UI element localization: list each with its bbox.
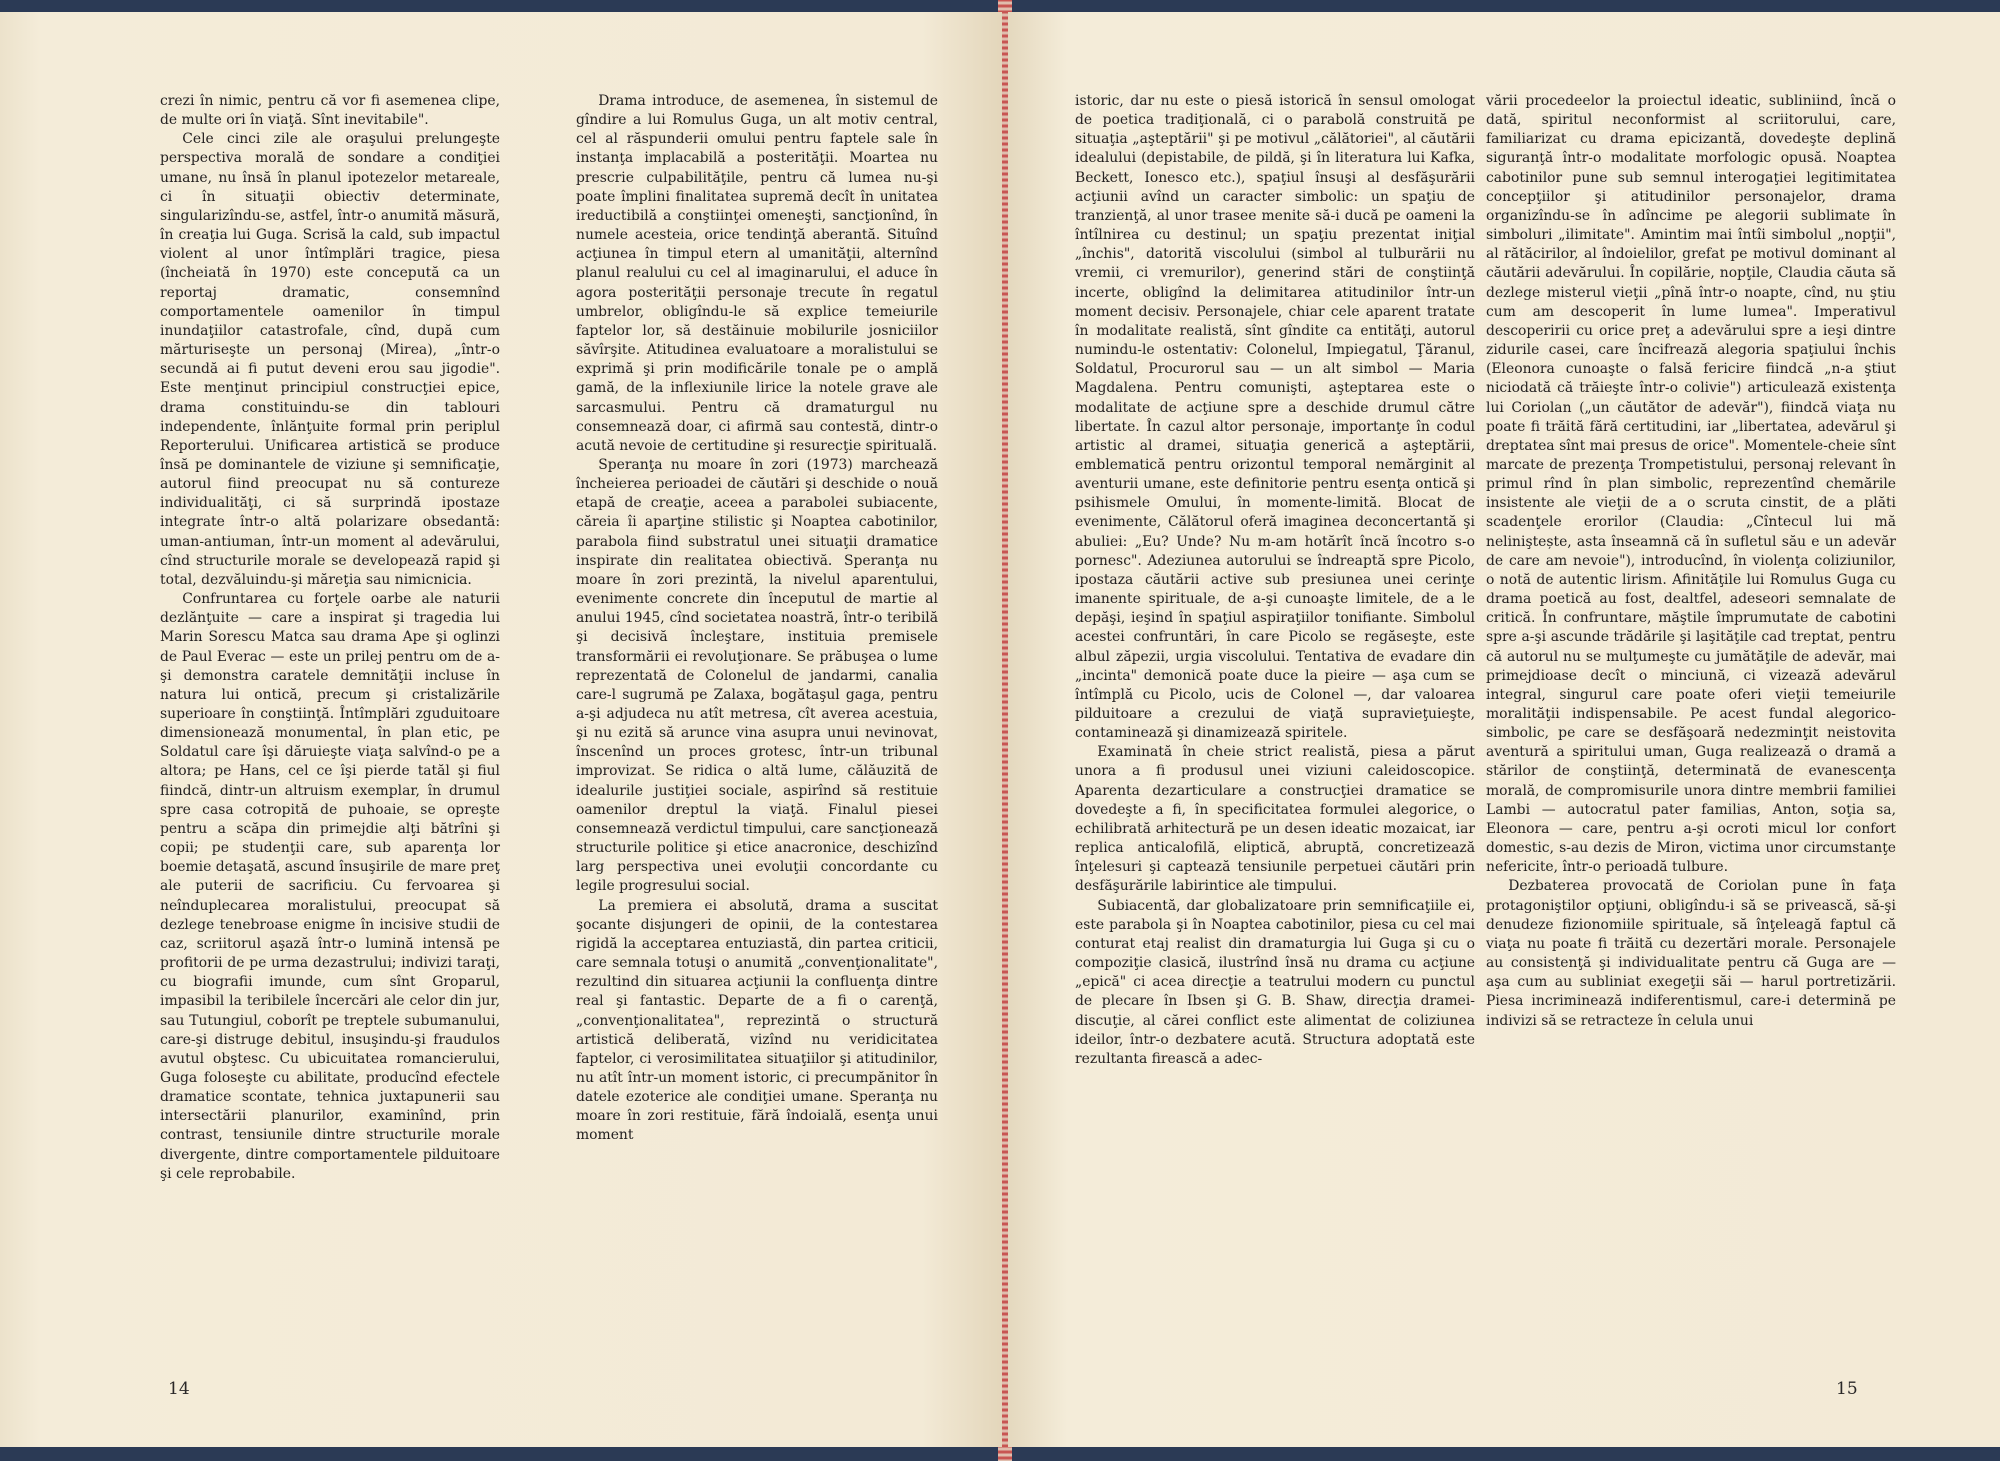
right-page [1008, 12, 2000, 1447]
page-number-left: 14 [168, 1379, 190, 1399]
left-column-1 [160, 92, 500, 1184]
paragraph: crezi în nimic, pentru că vor fi asemenea clipe, de multe ori în viaţă. Sînt inevitabile". [160, 93, 500, 129]
page-number-right: 15 [1836, 1379, 1858, 1399]
paragraph: Dezbaterea provocată de Coriolan pune în faţa protagoniştilor opţiuni, obligîndu-i să se privească, să-şi denudeze fizionomiile spirituale, să înţeleagă faptul că viaţa nu poate fi trăită cu dezertări morale. Personajele au consistenţă şi individualitate pentru că Guga are — aşa cum au subliniat exegeţii săi — harul portretizării. Piesa incriminează indiferentismul, care-i determină pe indivizi să se retracteze în celula unui [1486, 878, 1896, 1029]
paragraph: Cele cinci zile ale oraşului prelungeşte perspectiva morală de sondare a condiţiei umane, nu însă în planul ipotezelor metareale, ci în situaţii obiectiv determinate, singularizîndu-se, astfel, într-o anumită măsură, în creaţia lui Guga. Scrisă la cald, sub impactul violent al unor întîmplări tragice, piesa (încheiată în 1970) este concepută ca un reportaj dramatic, consemnînd comportamentele oamenilor în timpul inundaţiilor catastrofale, cînd, după cum mărturiseşte un personaj (Mirea), „într-o secundă ai fi putut deveni erou sau jigodie". Este menţinut principiul construcţiei epice, drama constituindu-se din tablouri independente, înlănţuite formal prin periplul Reporterului. Unificarea artistică se produce însă pe dominantele de viziune şi semnificaţie, autorul fiind preocupat nu să contureze individualităţi, ci să surprindă ipostaze integrate într-o altă polarizare obsedantă: uman-antiuman, într-un moment al adevărului, cînd structurile morale se developează rapid şi total, dezvăluindu-şi măreţia sau nimicnicia. [160, 131, 500, 588]
paragraph: Confruntarea cu forţele oarbe ale naturii dezlănţuite — care a inspirat şi tragedia lui Marin Sorescu Matca sau drama Ape şi oglinzi de Paul Everac — este un prilej pentru om de a-şi demonstra caratele demnităţii incluse în natura lui ontică, precum şi cristalizările superioare în conştiinţă. Întîmplări zguduitoare dimensionează monumental, în plan etic, pe Soldatul care îşi dăruieşte viaţa salvînd-o pe a altora; pe Hans, cel ce îşi pierde tatăl şi fiul fiindcă, dintr-un altruism exemplar, în drumul spre casa cotropită de puhoaie, se opreşte pentru a scăpa din primejdie alţi bătrîni şi copii; pe studenţii care, sub aparenţa lor boemie detaşată, ascund însuşirile de mare preţ ale puterii de sacrificiu. Cu fervoarea şi neînduplecarea moralistului, preocupat să dezlege tenebroase enigme în incisive studii de caz, scriitorul aşază într-o lumină intensă pe profitorii de pe urma dezastrului; indivizi taraţi, cu biografii imunde, cum sînt Groparul, impasibil la teribilele încercări ale celor din jur, sau Tutungiul, coborît pe treptele subumanului, care-şi distruge debitul, insuşindu-şi fraudulos avutul obştesc. Cu ubicuitatea romancierului, Guga foloseşte cu abilitate, producînd efectele dramatice scontate, tehnica juxtapunerii sau intersectării planurilor, examinînd, prin contrast, tensiunile dintre structurile morale divergente, dintre comportamentele pilduitoare şi cele reprobabile. [160, 591, 500, 1182]
left-page [0, 12, 1002, 1447]
paragraph: vării procedeelor la proiectul ideatic, subliniind, încă o dată, spiritul neconformist al scriitorului, care, familiarizat cu drama epicizantă, dovedeşte deplină siguranţă într-o modalitate morfologic opusă. Noaptea cabotinilor pune sub semnul interogaţiei legitimitatea concepţiilor şi atitudinilor personajelor, drama organizîndu-se în adîncime pe alegorii sublimate în simboluri „ilimitate". Amintim mai întîi simbolul „nopţii", al rătăcirilor, al îndoielilor, grefat pe motivul dominant al căutării adevărului. În copilărie, nopţile, Claudia căuta să dezlege misterul vieţii „pînă într-o noapte, cînd, nu ştiu cum am descoperit în lume lumea". Imperativul descoperirii cu orice preţ a adevărului spre a ieşi dintre zidurile casei, care încifrează alegoria spaţiului închis (Eleonora cunoaşte o falsă fericire fiindcă „n-a ştiut niciodată că trăieşte într-o colivie") articulează existenţa lui Coriolan („un căutător de adevăr"), fiindcă viaţa nu poate fi trăită fără certitudini, iar „libertatea, adevărul şi dreptatea sînt mai presus de orice". Momentele-cheie sînt marcate de prezenţa Trompetistului, personaj relevant în primul rînd în plan simbolic, reprezentînd chemările insistente ale vieţii de a o scruta cinstit, de a plăti scadenţele erorilor (Claudia: „Cîntecul lui mă neliniştește, asta înseamnă că în sufletul său e un adevăr de care am nevoie"), introducînd, în violenţa coliziunilor, o notă de autentic lirism. Afinităţile lui Romulus Guga cu drama poetică au fost, dealtfel, adeseori semnalate de critică. În confruntare, măştile împrumutate de cabotini spre a-şi ascunde trădările şi laşităţile cad treptat, pentru că autorul nu se mulţumeşte cu jumătăţile de adevăr, mai primejdioase decît o minciună, ci vizează adevărul integral, singurul care poate oferi vieţii temeiurile moralităţii indispensabile. Pe acest fundal alegorico-simbolic, pe care se desfăşoară nedezminţit neistovita aventură a spiritului uman, Guga realizează o dramă a stărilor de conştiinţă, determinată de evanescenţa morală, de compromisurile unora dintre membrii familiei Lambi — autocratul pater familias, Anton, soţia sa, Eleonora — care, pentru a-şi ocroti micul lor confort domestic, s-au dezis de Miron, victima unor circumstanţe nefericite, într-o perioadă tulbure. [1486, 93, 1896, 876]
right-column-1 [1075, 92, 1475, 1069]
paragraph: Speranţa nu moare în zori (1973) marchează încheierea perioadei de căutări şi deschide o nouă etapă de creaţie, aceea a parabolei subiacente, căreia îi aparţine stilistic şi Noaptea cabotinilor, parabola fiind substratul unei situaţii dramatice inspirate din realitatea obiectivă. Speranţa nu moare în zori prezintă, la nivelul aparentului, evenimente concrete din începutul de martie al anului 1945, cînd societatea noastră, într-o teribilă şi decisivă încleştare, instituia premisele transformării ei revoluţionare. Se prăbuşea o lume reprezentată de Colonelul de jandarmi, canalia care-l sugrumă pe Zalaxa, bogătaşul gaga, pentru a-şi adjudeca nu atît metresa, cît averea acestuia, şi nu ezită să arunce vina asupra unui nevinovat, înscenînd un proces grotesc, într-un tribunal improvizat. Se ridica o altă lume, călăuzită de idealurile justiţiei sociale, aspirînd să restituie oamenilor dreptul la viaţă. Finalul piesei consemnează verdictul timpului, care sancţionează structurile politice şi etice anacronice, deschizînd larg perspectiva unei evoluţii concordante cu legile progresului social. [576, 456, 938, 895]
paragraph: La premiera ei absolută, drama a suscitat şocante disjungeri de opinii, de la contestarea rigidă la acceptarea entuziastă, din partea criticii, care semnala totuşi o anumită „convenţionalitate", rezultind din situarea acţiunii la confluenţa dintre real şi fantastic. Departe de a fi o carenţă, „convenţionalitatea", reprezintă o structură artistică deliberată, vizînd nu veridicitatea faptelor, ci verosimilitatea situaţiilor şi atitudinilor, nu atît într-un moment istoric, ci precumpănitor în datele ezoterice ale condiţiei umane. Speranţa nu moare în zori restituie, fără îndoială, esenţa unui moment [576, 897, 938, 1144]
paragraph: Subiacentă, dar globalizatoare prin semnificaţiile ei, este parabola şi în Noaptea cabotinilor, piesa cu cel mai conturat etaj realist din dramaturgia lui Guga şi cu o compoziţie clasică, ilustrînd însă nu drama cu acţiune „epică" ci acea direcţie a teatrului modern cu punctul de plecare în Ibsen şi G. B. Shaw, direcţia dramei-discuţie, al cărei conflict este alimentat de coliziunea ideilor, într-o dezbatere acută. Structura adoptată este rezultanta firească a adec- [1075, 897, 1475, 1067]
left-column-2 [576, 92, 938, 1146]
paragraph: istoric, dar nu este o piesă istorică în sensul omologat de poetica tradiţională, ci o parabolă construită pe situaţia „aşteptării" şi pe motivul „călătoriei", al căutării idealului (depistabile, de pildă, şi în literatura lui Kafka, Beckett, Ionesco etc.), spaţiul însuşi al desfăşurării acţiunii avînd un caracter simbolic: un spaţiu de tranzienţă, al unor trasee menite să-i ducă pe oameni la întîlnirea cu destinul; un spaţiu prezentat iniţial „închis", datorită viscolului (simbol al tulburării nu vremii, ci vremurilor), generind stări de conştiinţă incerte, obligînd la delimitarea atitudinilor într-un moment decisiv. Personajele, chiar cele aparent tratate în modalitate realistă, sînt gîndite ca entităţi, autorul numindu-le ostentativ: Colonelul, Impiegatul, Ţăranul, Soldatul, Procurorul sau — un alt simbol — Maria Magdalena. Pentru comunişti, aşteptarea este o modalitate de acţiune spre a deschide drumul către libertate. În cazul altor personaje, importanţe în codul artistic al dramei, situaţia generică a aşteptării, emblematică pentru orizontul temporal nemărginit al aventurii umane, este definitorie pentru esenţa ontică şi psihismele Omului, în momente-limită. Blocat de evenimente, Călătorul oferă imaginea deconcertantă şi abuliei: „Eu? Unde? Nu m-am hotărît încă încotro s-o pornesc". Adeziunea autorului se îndreaptă spre Picolo, ipostaza căutării active sub presiunea unei cerinţe imanente spirituale, de a-şi cunoaşte limitele, de a le depăşi, ieşind în spaţiul aspiraţiilor tonifiante. Simbolul acestei confruntări, în care Picolo se regăseşte, este albul zăpezii, urgia viscolului. Tentativa de evadare din „incinta" demonică poate duce la pieire — aşa cum se întîmplă cu Picolo, ucis de Colonel —, dar valoarea pilduitoare a crezului de viaţă supravieţuieşte, contaminează şi dinamizează spiritele. [1075, 93, 1475, 742]
right-column-2 [1486, 92, 1896, 1031]
paragraph: Drama introduce, de asemenea, în sistemul de gîndire a lui Romulus Guga, un alt motiv central, cel al răspunderii omului pentru faptele sale în instanţa implacabilă a posterităţii. Moartea nu prescrie culpabilităţile, pentru că lumea nu-şi poate împlini finalitatea supremă decît în unitatea ireductibilă a conştiinţei omeneşti, sancţionînd, în numele acesteia, orice tendinţă aberantă. Situînd acţiunea în timpul etern al umanităţii, alternînd planul realului cu cel al imaginarului, el aduce în agora posterităţii personaje trecute în regatul umbrelor, obligîndu-le să explice temeiurile faptelor lor, să destăinuie mobilurile josniciilor săvîrşite. Atitudinea evaluatoare a moralistului se exprimă şi prin modificările tonale pe o amplă gamă, de la inflexiunile lirice la notele grave ale sarcasmului. Pentru că dramaturgul nu consemnează doar, ci afirmă sau contestă, dintr-o acută nevoie de certitudine şi resurecţie spirituală. [576, 93, 938, 454]
paragraph: Examinată în cheie strict realistă, piesa a părut unora a fi produsul unei viziuni caleidoscopice. Aparenta dezarticulare a construcţiei dramatice se dovedeşte a fi, în specificitatea formulei alegorice, o echilibrată arhitectură pe un desen ideatic mozaicat, iar replica anticalofilă, eliptică, abruptă, concretizează înţelesuri şi captează tensiunile perpetuei căutări prin desfăşurările labirintice ale timpului. [1075, 744, 1475, 895]
